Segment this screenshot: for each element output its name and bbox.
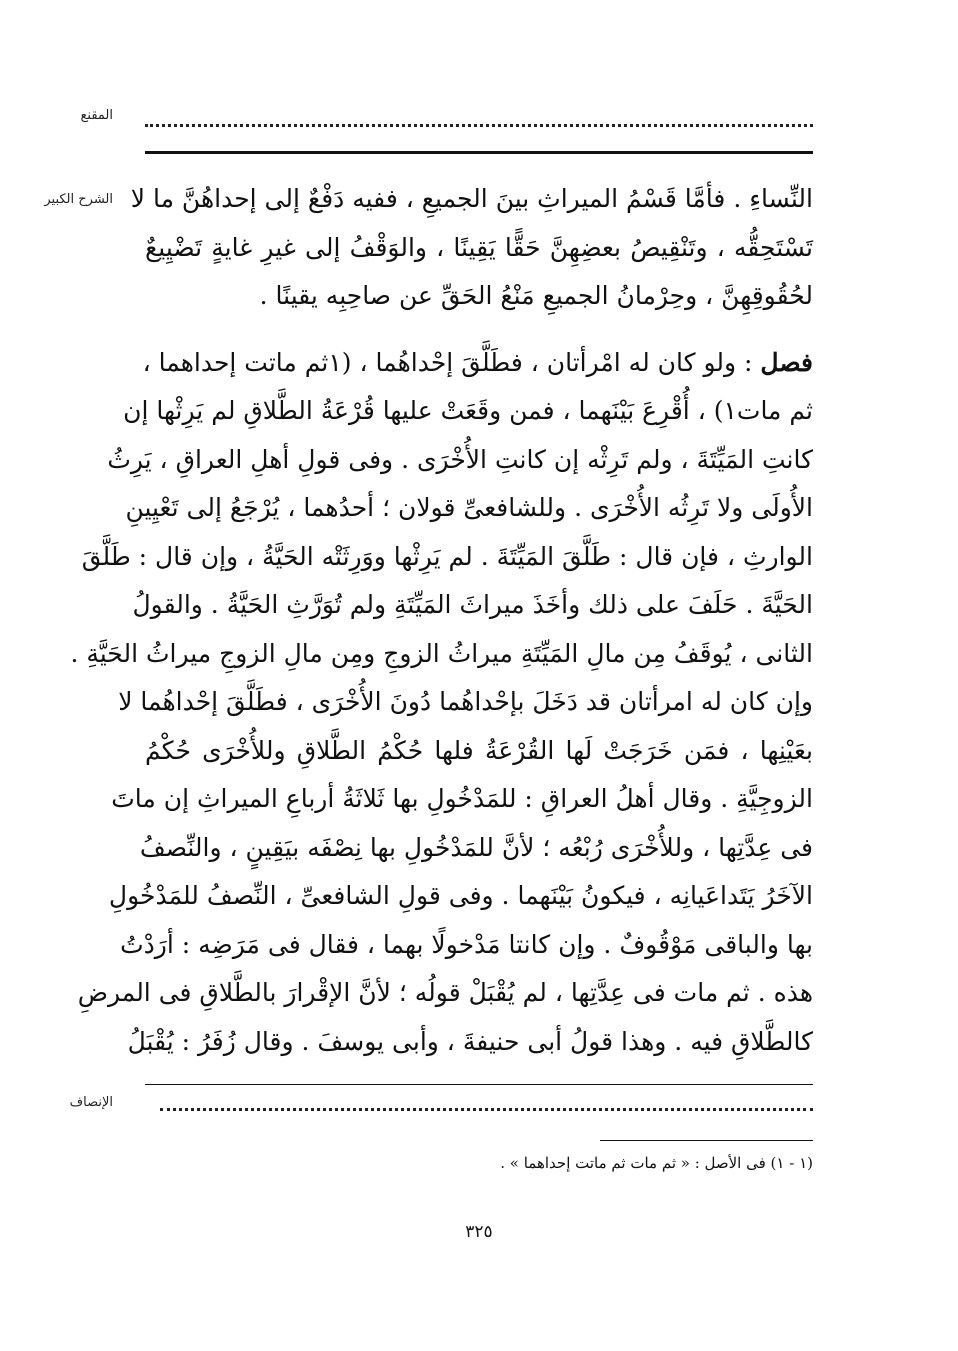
footnote: (١ - ١) فى الأصل : « ثم مات ثم ماتت إحداهما » .: [500, 1154, 813, 1172]
text-line: بها والباقى مَوْقُوفٌ . وإن كانتا مَدْخولًا بهما ، فقال فى مَرَضِه : أرَدْتُ: [120, 929, 813, 959]
dotted-separator-top: [145, 124, 813, 127]
text-line: وإن كان له امرأتان قد دَخَلَ بإحْداهُما دُونَ الأُخْرَى ، فطَلَّقَ إحْداهُما لا: [118, 687, 813, 716]
margin-label-insaf: الإنصاف: [69, 1095, 113, 1110]
text-line: ثم مات١) ، أُقْرِعَ بَيْنَهما ، فمن وقَعَتْ عليها قُرْعَةُ الطَّلاقِ لم يَرِثْها إن: [123, 396, 813, 425]
text-line: النِّساءِ . فأمَّا قَسْمُ الميراثِ بينَ الجميعِ ، ففيه دَفْعٌ إلى إحداهُنَّ ما لا: [130, 184, 813, 213]
text-line-fasl: [142, 339, 813, 388]
text-span: : ولو كان له امْرأتان ، فطَلَّقَ إحْداهُما ، (١ثم ماتت إحداهما ،: [142, 347, 753, 377]
text-line: تَسْتَحِقُّه ، وتَنْقِيصُ بعضِهِنَّ حَقًّا يَقِينًا ، والوَقْفُ إلى غيرِ غايةٍ تَضْيِيعٌ: [145, 232, 813, 262]
text-line: الثانى ، يُوقَفُ مِن مالِ المَيِّتَةِ ميراثُ الزوجِ ومِن مالِ الزوجِ ميراثُ الحَيَّةِ .: [70, 638, 813, 668]
text-line: بعَيْنِها ، فمَن خَرَجَتْ لَها القُرْعَةُ فلها حُكْمُ الطَّلاقِ وللأُخْرَى حُكْمُ: [145, 735, 813, 765]
text-line: الوارثِ ، فإن قال : طَلَّقَ المَيِّتَةَ . لم يَرِثْها ووَرِثَتْه الحَيَّةُ ، وإن قال : طَلَّقَ: [81, 541, 813, 571]
text-line: فى عِدَّتِها ، وللأُخْرَى رُبْعُه ؛ لأنَّ للمَدْخُولِ بها نِصْفَه بيَقِينٍ ، والنِّصفُ: [139, 832, 813, 862]
text-line: كالطَّلاقِ فيه . وهذا قولُ أبى حنيفةَ ، وأبى يوسفَ . وقال زُفَرُ : يُقْبَلُ: [127, 1026, 813, 1056]
rule-top: [145, 151, 813, 154]
text-line: الآخَرُ يَتَداعَيانِه ، فيكونُ بَيْنَهما . وفى قولِ الشافعىِّ ، النِّصفُ للمَدْخُولِ: [108, 881, 813, 910]
section-heading-fasl: فصل: [760, 347, 813, 377]
text-line: كانتِ المَيِّتَةَ ، ولم تَرِثْه إن كانتِ الأُخْرَى . وفى قولِ أهلِ العراقِ ، يَرِثُ: [107, 444, 813, 474]
text-line: الزوجِيَّةِ . وقال أهلُ العراقِ : للمَدْخُولِ بها ثَلاثَةُ أرباعِ الميراثِ إن ماتَ: [111, 784, 813, 813]
page-number: ٣٢٥: [465, 1222, 493, 1242]
text-line: لحُقُوقِهِنَّ ، وحِرْمانُ الجميعِ مَنْعُ الحَقِّ عن صاحِبِه يقينًا .: [259, 281, 813, 310]
text-line: الحَيَّةَ . حَلَفَ على ذلك وأخَذَ ميراثَ المَيِّتَةِ ولم تُوَرَّثِ الحَيَّةُ . والقولُ: [132, 590, 813, 619]
margin-label-sharh-kabir: الشرح الكبير: [44, 192, 113, 207]
text-line: هذه . ثم مات فى عِدَّتِها ، لم يُقْبَلْ قولُه ؛ لأنَّ الإقْرارَ بالطَّلاقِ فى المرضِ: [77, 978, 813, 1007]
footnote-rule: [600, 1140, 813, 1141]
rule-body-end: [145, 1084, 813, 1085]
margin-label-muqni: المقنع: [80, 108, 113, 123]
text-line: الأُولَى ولا تَرِثُه الأُخْرَى . وللشافعىِّ قولان ؛ أحدُهما ، يُرْجَعُ إلى تَعْيِينِ: [125, 493, 813, 522]
paragraph-gap: [145, 321, 813, 339]
dotted-separator-bottom: [160, 1108, 813, 1111]
